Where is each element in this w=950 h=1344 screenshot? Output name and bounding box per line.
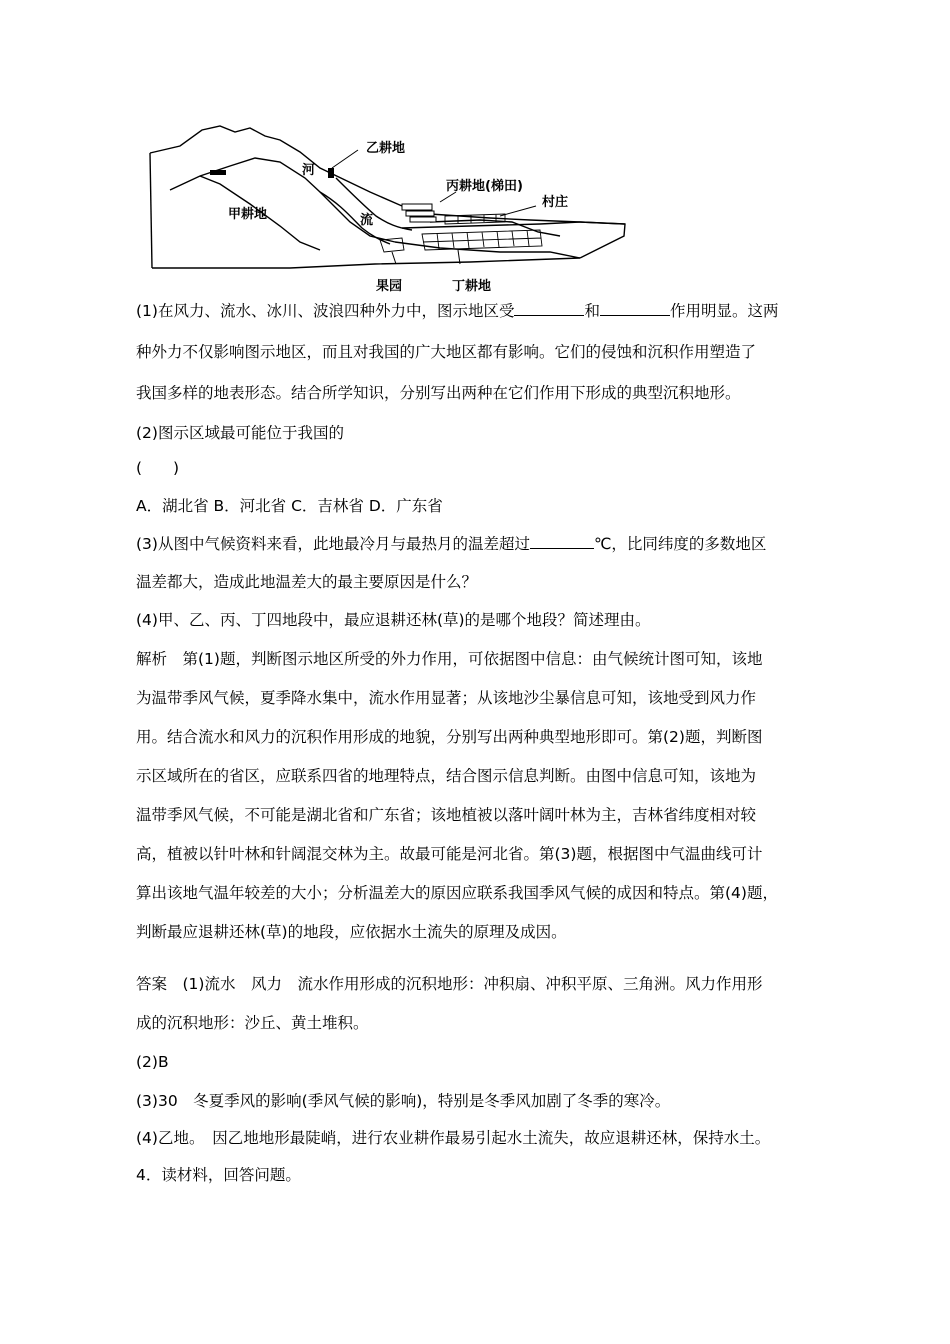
analysis-line-6: 高，植被以针叶林和针阔混交林为主。故最可能是河北省。第(3)题，根据图中气温曲线可计: [136, 845, 763, 863]
analysis-line-7: 算出该地气温年较差的大小；分析温差大的原因应联系我国季风气候的成因和特点。第(4)题，: [136, 884, 778, 902]
label-bing-field: 丙耕地(梯田): [446, 179, 523, 194]
analysis-line-1: 解析 第(1)题，判断图示地区所受的外力作用，可依据图中信息：由气候统计图可知，该地: [136, 650, 763, 668]
analysis-line-3: 用。结合流水和风力的沉积作用形成的地貌，分别写出两种典型地形即可。第(2)题，判断图: [136, 728, 763, 746]
yi-field-marker: [328, 168, 334, 178]
terrace-3: [410, 217, 436, 222]
jia-field-marker: [210, 170, 226, 175]
q1-blank-2[interactable]: [600, 300, 670, 316]
q1-mid: 和: [584, 302, 600, 320]
village-blocks: [445, 214, 505, 224]
q3-prefix: (3)从图中气候资料来看，此地最冷月与最热月的温差超过: [136, 535, 530, 553]
q1-line1: [136, 300, 779, 321]
terrain-diagram: [140, 118, 640, 296]
label-village: 村庄: [542, 195, 569, 210]
river-bank-2: [336, 178, 412, 230]
label-orchard: 果园: [376, 279, 403, 294]
terrace-2: [406, 211, 434, 216]
answer-2: (2)B: [136, 1053, 169, 1071]
q2-line1: (2)图示区域最可能位于我国的: [136, 424, 344, 442]
plain-front: [580, 222, 625, 258]
analysis-line-2: 为温带季风气候，夏季降水集中，流水作用显著；从该地沙尘暴信息可知，该地受到风力作: [136, 689, 757, 707]
terrace-1: [402, 204, 432, 210]
q2-paren: ( ): [136, 459, 180, 477]
label-river-he: 河: [302, 163, 316, 178]
q1-blank-1[interactable]: [514, 300, 584, 316]
q1-line3: 我国多样的地表形态。结合所学知识，分别写出两种在它们作用下形成的典型沉积地形。: [136, 384, 741, 402]
block-left-edge: [150, 153, 152, 268]
label-yi-field: 乙耕地: [366, 141, 406, 156]
q3-suffix: ℃，比同纬度的多数地区: [593, 535, 767, 553]
q4-line1: (4)甲、乙、丙、丁四地段中，最应退耕还林(草)的是哪个地段？简述理由。: [136, 611, 651, 629]
analysis-line-4: 示区域所在的省区，应联系四省的地理特点，结合图示信息判断。由图中信息可知，该地为: [136, 767, 757, 785]
label-ding-field: 丁耕地: [452, 279, 492, 294]
analysis-line-8: 判断最应退耕还林(草)的地段，应依据水土流失的原理及成因。: [136, 923, 567, 941]
q3-line1: [136, 533, 766, 554]
valley-line: [170, 158, 395, 242]
answer-4: (4)乙地。 因乙地地形最陡峭，进行农业耕作最易引起水土流失，故应退耕还林，保持水土。: [136, 1129, 771, 1147]
plain-bottom-edge: [395, 242, 580, 258]
leader-guoyuan: [392, 252, 396, 264]
q1-suffix: 作用明显。这两: [669, 302, 779, 320]
analysis-line-5: 温带季风气候，不可能是湖北省和广东省；该地植被以落叶阔叶林为主，吉林省纬度相对较: [136, 806, 757, 824]
q2-options: A．湖北省 B．河北省 C．吉林省 D．广东省: [136, 497, 443, 515]
leader-yi: [332, 150, 358, 168]
q1-line2: 种外力不仅影响图示地区，而且对我国的广大地区都有影响。它们的侵蚀和沉积作用塑造了: [136, 343, 757, 361]
q3-blank[interactable]: [530, 533, 594, 549]
q1-prefix: (1)在风力、流水、冰川、波浪四种外力中，图示地区受: [136, 302, 515, 320]
label-river-liu: 流: [360, 213, 374, 228]
label-jia-field: 甲耕地: [228, 207, 268, 222]
q3-line2: 温差都大，造成此地温差大的最主要原因是什么？: [136, 573, 478, 591]
block-bottom-edge: [152, 258, 580, 268]
answer-line-1: 答案 (1)流水 风力 流水作用形成的沉积地形：冲积扇、冲积平原、三角洲。风力作用形: [136, 975, 763, 993]
orchard: [380, 238, 404, 252]
answer-3: (3)30 冬夏季风的影响(季风气候的影响)，特别是冬季风加剧了冬季的寒冷。: [136, 1092, 671, 1110]
answer-line-2: 成的沉积地形：沙丘、黄土堆积。: [136, 1014, 369, 1032]
ding-field-grid: [422, 230, 542, 250]
next-question: 4．读材料，回答问题。: [136, 1166, 301, 1184]
leader-cunzhuang: [500, 206, 536, 216]
